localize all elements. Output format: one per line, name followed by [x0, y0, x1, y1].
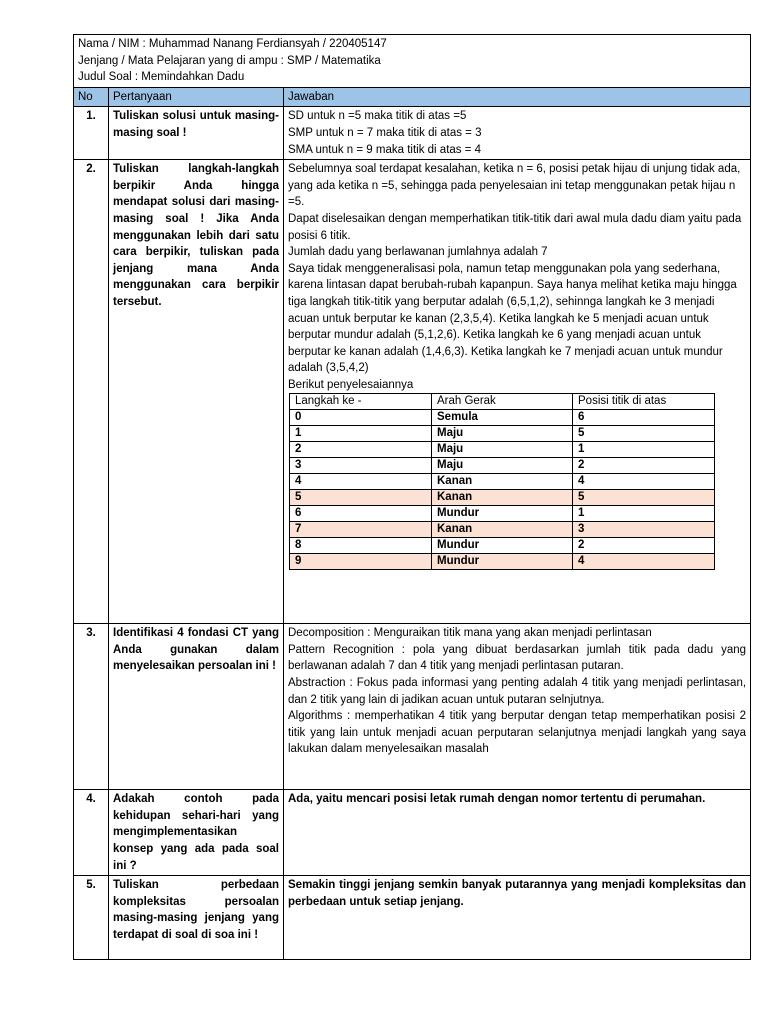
- answer-cell: [284, 160, 751, 624]
- step-direction: Mundur: [432, 554, 573, 570]
- identity-header: [74, 35, 751, 88]
- answer-paragraph: Sebelumnya soal terdapat kesalahan, ketika n = 6, posisi petak hijau di unjung tidak ada, yang ada ketika n =5, sehingga pada penyelesaian ini tetap menggunakan petak hijau n =5.: [288, 163, 741, 209]
- steps-row: [290, 554, 715, 570]
- steps-row: [290, 538, 715, 554]
- answer-cell: [284, 624, 751, 790]
- steps-row: [290, 458, 715, 474]
- answer-line: SMP untuk n = 7 maka titik di atas = 3: [288, 126, 482, 139]
- step-top-dot: 1: [573, 506, 715, 522]
- step-top-dot: 1: [573, 442, 715, 458]
- answer-cell: [284, 790, 751, 876]
- step-direction: Mundur: [432, 538, 573, 554]
- question-text: Tuliskan solusi untuk masing-masing soal !: [109, 107, 284, 160]
- answer-sheet-table: [73, 34, 751, 960]
- question-title: Judul Soal : Memindahkan Dadu: [78, 71, 245, 84]
- ct-decomposition: Decomposition : Menguraikan titik mana yang akan menjadi perlintasan: [288, 627, 652, 640]
- step-top-dot: 6: [573, 410, 715, 426]
- qa-row-3: [74, 624, 751, 790]
- qa-row-2: [74, 160, 751, 624]
- ct-algorithms: Algorithms : memperhatikan 4 titik yang berputar dengan tetap memperhatikan posisi 2 titik yang lain untuk menjadi acuan perputaran selanjutnya menjadi langkah yang saya lakukan dalam menyelesaikan masalah: [288, 710, 747, 756]
- level-subject: Jenjang / Mata Pelajaran yang di ampu : SMP / Matematika: [78, 54, 381, 67]
- step-top-dot: 5: [573, 426, 715, 442]
- question-text: Tuliskan perbedaan kompleksitas persoalan masing-masing jenjang yang terdapat di soal di soa ini !: [109, 876, 284, 960]
- qa-row-5: [74, 876, 751, 960]
- answer-paragraph: Jumlah dadu yang berlawanan jumlahnya adalah 7: [288, 246, 548, 259]
- student-name-nim: Nama / NIM : Muhammad Nanang Ferdiansyah / 220405147: [78, 38, 387, 50]
- steps-row: [290, 506, 715, 522]
- answer-line: Semakin tinggi jenjang semkin banyak putarannya yang menjadi kompleksitas dan perbedaan untuk setiap jenjang.: [288, 879, 747, 908]
- step-top-dot: 3: [573, 522, 715, 538]
- column-header-answer: Jawaban: [284, 87, 751, 107]
- steps-header-row: [290, 394, 715, 410]
- step-number: 0: [290, 410, 432, 426]
- row-number: 2.: [74, 160, 109, 624]
- step-number: 2: [290, 442, 432, 458]
- solution-steps-table: [289, 393, 715, 570]
- question-text: Adakah contoh pada kehidupan sehari-hari yang mengimplementasikan konsep yang ada pada soal ini ?: [109, 790, 284, 876]
- step-direction: Kanan: [432, 522, 573, 538]
- step-number: 1: [290, 426, 432, 442]
- ct-abstraction: Abstraction : Fokus pada informasi yang penting adalah 4 titik yang menjadi perlintasan, dan 2 titik yang lain di jadikan acuan untuk putaran selnjutnya.: [288, 676, 747, 706]
- answer-paragraph: Saya tidak menggeneralisasi pola, namun tetap menggunakan pola yang sederhana, karena lintasan dapat berubah-rubah kapanpun. Saya hanya melihat ketika maju hingga tiga langkah titik-titik yang berputar adalah (6,5,1,2), sehinnga langkah ke 3 menjadi acuan untuk berputar ke kanan (2,3,5,4). Ketika langkah ke 5 menjadi acuan untuk berputar mundur adalah (5,1,2,6). Ketika langkah ke 6 yang menjadi acuan untuk berputar ke kanan adalah (1,4,6,3). Ketika langkah ke 7 menjadi acuan untuk mundur adalah (3,5,4,2): [288, 262, 737, 375]
- column-header-row: [74, 87, 751, 107]
- answer-line: Ada, yaitu mencari posisi letak rumah dengan nomor tertentu di perumahan.: [288, 793, 706, 806]
- step-top-dot: 5: [573, 490, 715, 506]
- step-direction: Maju: [432, 426, 573, 442]
- step-number: 3: [290, 458, 432, 474]
- row-number: 3.: [74, 624, 109, 790]
- row-number: 1.: [74, 107, 109, 160]
- answer-cell: [284, 876, 751, 960]
- column-header-no: No: [74, 87, 109, 107]
- qa-row-4: [74, 790, 751, 876]
- row-number: 5.: [74, 876, 109, 960]
- identity-header-row: [74, 35, 751, 88]
- step-top-dot: 4: [573, 474, 715, 490]
- step-number: 6: [290, 506, 432, 522]
- step-number: 7: [290, 522, 432, 538]
- answer-cell: [284, 107, 751, 160]
- step-number: 5: [290, 490, 432, 506]
- question-text: Identifikasi 4 fondasi CT yang Anda gunakan dalam menyelesaikan persoalan ini !: [109, 624, 284, 790]
- answer-paragraph: Berikut penyelesaiannya: [288, 378, 414, 391]
- step-top-dot: 2: [573, 458, 715, 474]
- step-top-dot: 4: [573, 554, 715, 570]
- step-direction: Mundur: [432, 506, 573, 522]
- step-direction: Kanan: [432, 474, 573, 490]
- step-number: 8: [290, 538, 432, 554]
- step-direction: Kanan: [432, 490, 573, 506]
- answer-line: SMA untuk n = 9 maka titik di atas = 4: [288, 143, 482, 156]
- steps-row: [290, 410, 715, 426]
- step-top-dot: 2: [573, 538, 715, 554]
- step-direction: Maju: [432, 442, 573, 458]
- step-direction: Semula: [432, 410, 573, 426]
- qa-row-1: [74, 107, 751, 160]
- step-direction: Maju: [432, 458, 573, 474]
- steps-header-step: Langkah ke -: [290, 394, 432, 410]
- answer-paragraph: Dapat diselesaikan dengan memperhatikan titik-titik dari awal mula dadu diam yaitu pada posisi 6 titik.: [288, 212, 742, 242]
- steps-header-top-dot: Posisi titik di atas: [573, 394, 715, 410]
- step-number: 9: [290, 554, 432, 570]
- step-number: 4: [290, 474, 432, 490]
- answer-line: SD untuk n =5 maka titik di atas =5: [288, 110, 467, 123]
- ct-pattern-recognition: Pattern Recognition : pola yang dibuat berdasarkan jumlah titik pada dadu yang berlawanan adalah 7 dan 4 titik yang menjadi perlintasan putaran.: [288, 643, 747, 673]
- question-text: Tuliskan langkah-langkah berpikir Anda hingga mendapat solusi dari masing-masing soal ! Jika Anda menggunakan lebih dari satu cara berpikir, tuliskan pada jenjang mana Anda menggunakan cara berpikir tersebut.: [109, 160, 284, 624]
- steps-row: [290, 426, 715, 442]
- steps-row: [290, 474, 715, 490]
- steps-row: [290, 442, 715, 458]
- column-header-question: Pertanyaan: [109, 87, 284, 107]
- steps-row: [290, 522, 715, 538]
- steps-row: [290, 490, 715, 506]
- row-number: 4.: [74, 790, 109, 876]
- steps-header-direction: Arah Gerak: [432, 394, 573, 410]
